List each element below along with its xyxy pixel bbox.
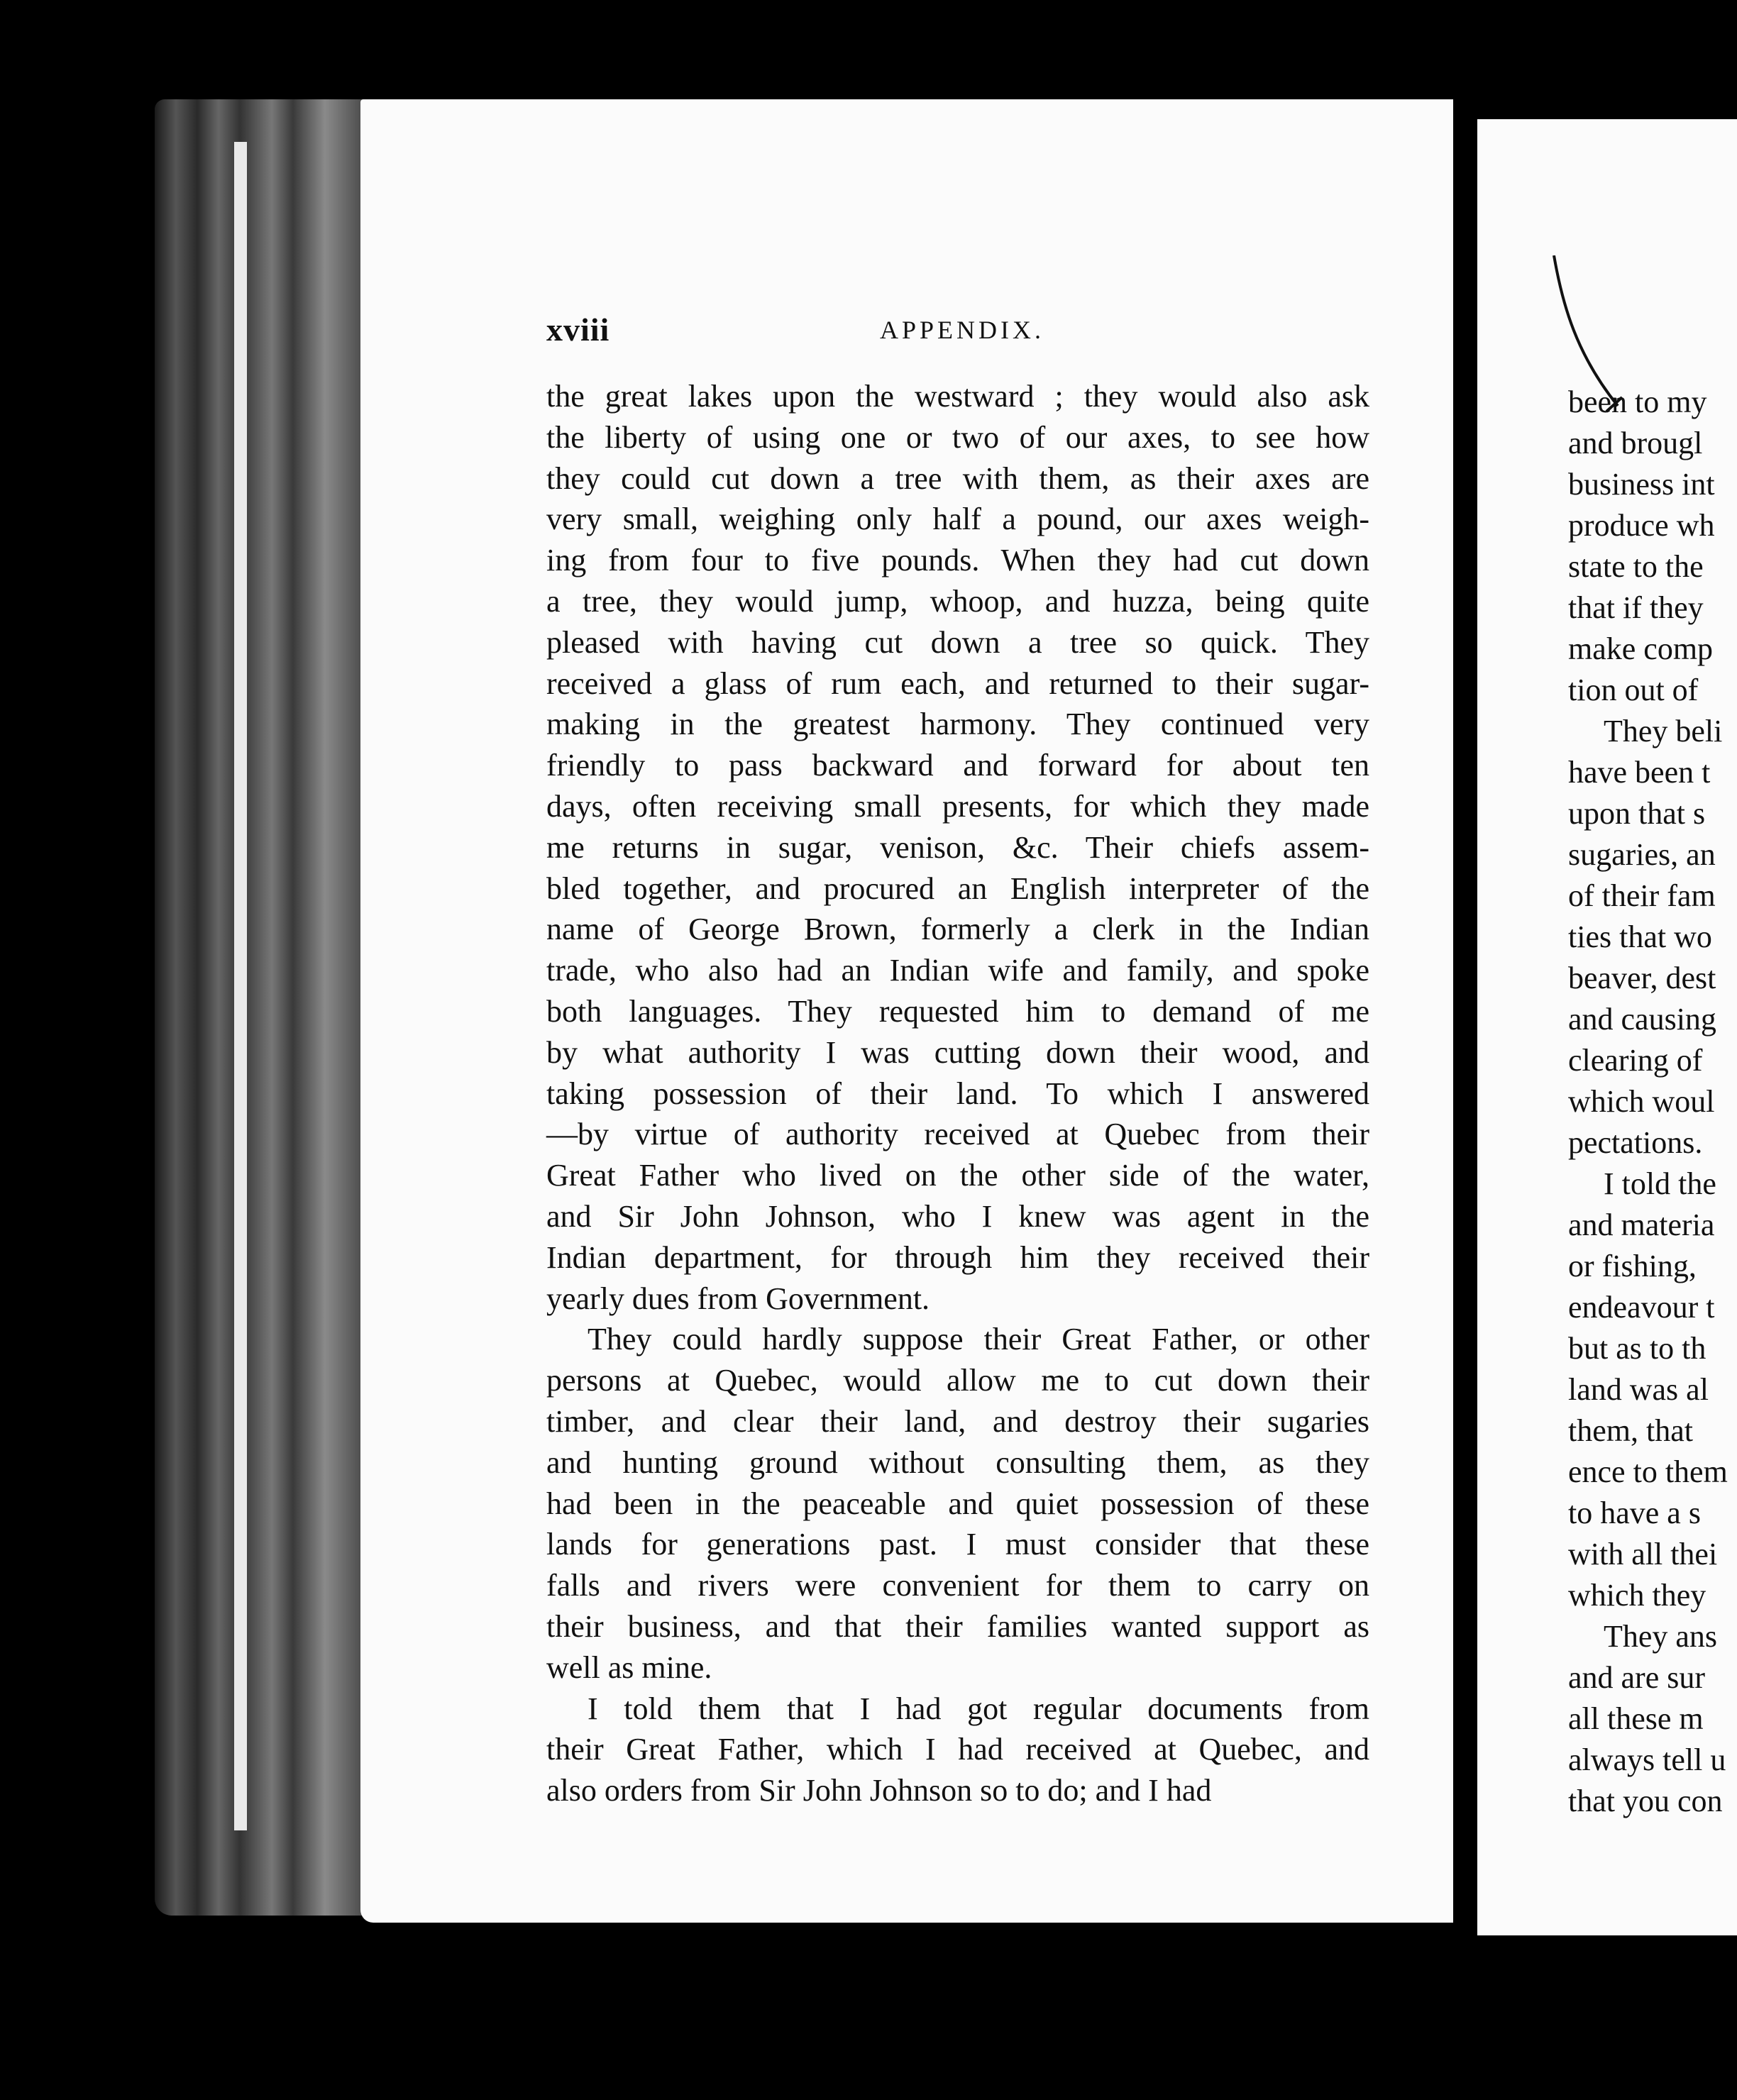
- text-line: also orders from Sir John Johnson so to do; and I had: [546, 1773, 1212, 1808]
- paragraph: [546, 1689, 1369, 1811]
- text-line: and Sir John Johnson, who I knew was agent in the: [546, 1198, 1369, 1234]
- text-line: ing from four to five pounds. When they had cut down: [546, 543, 1369, 578]
- fragment-line: but as to th: [1568, 1331, 1706, 1366]
- fragment-line: They ans: [1604, 1619, 1718, 1654]
- text-line: both languages. They requested him to demand of me: [546, 993, 1369, 1029]
- left-page-body: [546, 376, 1369, 1811]
- fragment-line: which they: [1568, 1578, 1706, 1613]
- text-line: lands for generations past. I must consider that these: [546, 1527, 1369, 1562]
- text-line: very small, weighing only half a pound, our axes weigh-: [546, 502, 1369, 537]
- text-line: friendly to pass backward and forward for about ten: [546, 748, 1369, 783]
- text-line: I told them that I had got regular documents from: [588, 1691, 1369, 1726]
- text-line: well as mine.: [546, 1649, 712, 1685]
- text-line: by what authority I was cutting down their wood, and: [546, 1034, 1369, 1070]
- fragment-line: and are sur: [1568, 1660, 1706, 1695]
- fragment-line: endeavour t: [1568, 1290, 1715, 1325]
- text-line: the great lakes upon the westward ; they would also ask: [546, 379, 1369, 414]
- fragment-line: with all thei: [1568, 1537, 1718, 1571]
- text-line: the liberty of using one or two of our axes, to see how: [546, 419, 1369, 455]
- text-line: and hunting ground without consulting them, as they: [546, 1444, 1369, 1480]
- fragment-line: sugaries, an: [1568, 837, 1716, 872]
- fragment-line: business int: [1568, 467, 1715, 502]
- page-number: xviii: [546, 311, 610, 348]
- text-line: pleased with having cut down a tree so quick. They: [546, 624, 1369, 660]
- fragment-line: beaver, dest: [1568, 961, 1716, 995]
- text-line: bled together, and procured an English interpreter of the: [546, 871, 1369, 906]
- text-line: a tree, they would jump, whoop, and huzza, being quite: [546, 583, 1369, 619]
- text-line: they could cut down a tree with them, as their axes are: [546, 460, 1369, 496]
- page-edge-highlight: [234, 142, 247, 1830]
- text-line: timber, and clear their land, and destroy their sugaries: [546, 1403, 1369, 1439]
- fragment-line: pectations.: [1568, 1125, 1703, 1160]
- text-line: me returns in sugar, venison, &c. Their chiefs assem-: [546, 829, 1369, 865]
- fragment-line: been to my: [1568, 385, 1707, 419]
- fragment-line: that if they: [1568, 590, 1704, 625]
- fragment-line: tion out of: [1568, 673, 1699, 707]
- text-line: days, often receiving small presents, for which they made: [546, 788, 1369, 824]
- page-header: [546, 311, 1377, 353]
- fragment-line: always tell u: [1568, 1742, 1726, 1777]
- fragment-line: them, that: [1568, 1413, 1693, 1448]
- fragment-line: have been t: [1568, 755, 1711, 790]
- fragment-line: make comp: [1568, 631, 1714, 666]
- right-page-fragment: [1568, 382, 1737, 1822]
- paragraph: [546, 1319, 1369, 1688]
- fragment-line: to have a s: [1568, 1496, 1701, 1530]
- text-line: Indian department, for through him they received their: [546, 1239, 1369, 1275]
- fragment-line: which woul: [1568, 1084, 1715, 1119]
- fragment-line: upon that s: [1568, 796, 1706, 831]
- fragment-line: land was al: [1568, 1372, 1709, 1407]
- fragment-line: all these m: [1568, 1701, 1704, 1736]
- fragment-line: ence to them: [1568, 1454, 1728, 1489]
- text-line: taking possession of their land. To which I answered: [546, 1076, 1369, 1111]
- running-head: APPENDIX.: [880, 316, 1045, 344]
- fragment-line: and causing: [1568, 1002, 1716, 1037]
- text-line: received a glass of rum each, and returned to their sugar-: [546, 665, 1369, 701]
- text-line: falls and rivers were convenient for them to carry on: [546, 1568, 1369, 1603]
- fragment-line: that you con: [1568, 1784, 1723, 1818]
- fragment-line: state to the: [1568, 549, 1704, 584]
- text-line: making in the greatest harmony. They continued very: [546, 707, 1369, 742]
- fragment-line: They beli: [1604, 714, 1723, 748]
- fragment-line: and materia: [1568, 1208, 1715, 1242]
- text-line: They could hardly suppose their Great Father, or other: [588, 1322, 1369, 1357]
- fragment-line: clearing of: [1568, 1043, 1703, 1078]
- text-line: their business, and that their families wanted support as: [546, 1608, 1369, 1644]
- paragraph: [546, 376, 1369, 1319]
- fragment-line: or fishing,: [1568, 1249, 1697, 1283]
- text-line: had been in the peaceable and quiet possession of these: [546, 1486, 1369, 1521]
- fragment-line: of their fam: [1568, 878, 1716, 913]
- text-line: yearly dues from Government.: [546, 1281, 930, 1316]
- book-page-edges: [155, 99, 368, 1916]
- text-line: persons at Quebec, would allow me to cut down their: [546, 1363, 1369, 1398]
- text-line: Great Father who lived on the other side of the water,: [546, 1158, 1369, 1193]
- text-line: —by virtue of authority received at Quebec from their: [546, 1117, 1369, 1152]
- fragment-line: produce wh: [1568, 508, 1715, 543]
- fragment-line: and brougl: [1568, 426, 1703, 460]
- text-line: their Great Father, which I had received at Quebec, and: [546, 1732, 1369, 1767]
- text-line: name of George Brown, formerly a clerk in the Indian: [546, 912, 1369, 947]
- fragment-line: I told the: [1604, 1166, 1716, 1201]
- fragment-line: ties that wo: [1568, 919, 1712, 954]
- text-line: trade, who also had an Indian wife and family, and spoke: [546, 953, 1369, 988]
